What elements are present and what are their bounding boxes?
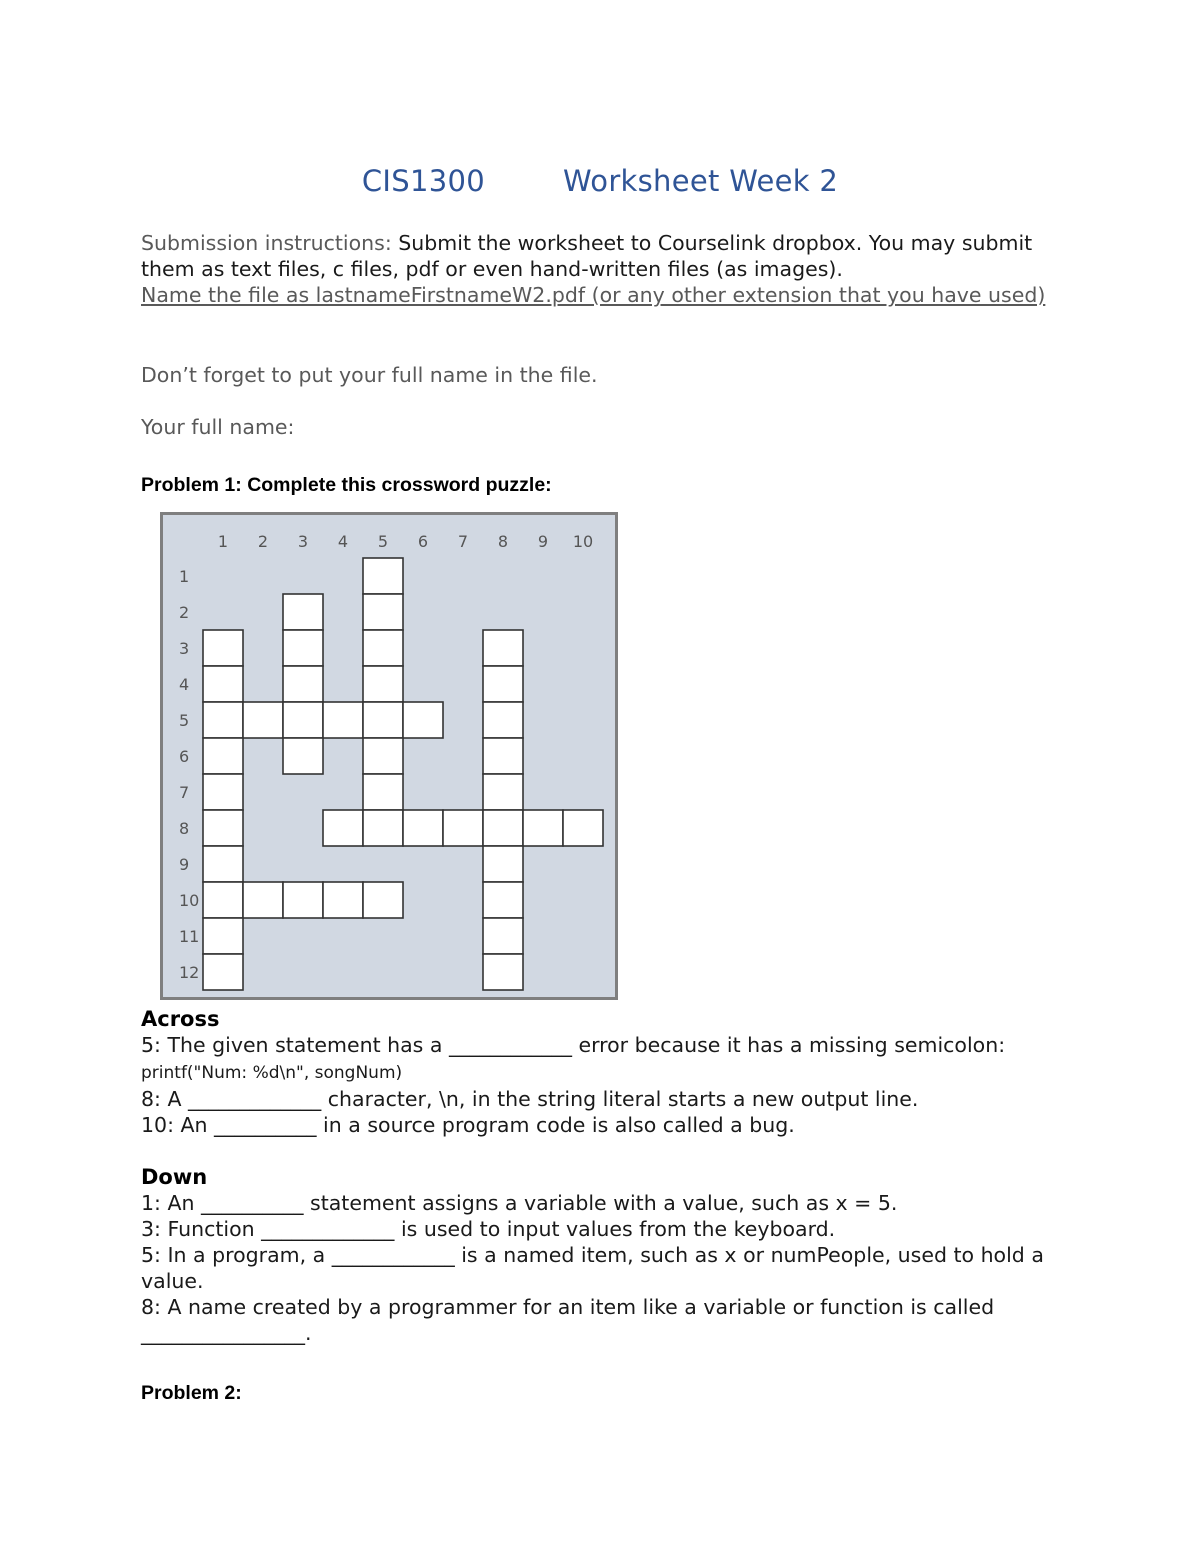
crossword-cell[interactable] [323,810,363,846]
crossword-cell[interactable] [283,666,323,702]
crossword-cell[interactable] [363,594,403,630]
crossword-cell[interactable] [363,666,403,702]
crossword-cell[interactable] [403,702,443,738]
column-label: 3 [297,532,309,551]
submission-instructions [141,230,1071,308]
crossword-cell[interactable] [203,702,243,738]
column-label: 4 [337,532,349,551]
row-label: 12 [179,963,200,982]
column-label: 1 [217,532,229,551]
crossword-cell[interactable] [203,918,243,954]
down-clue-3: 3: Function _____________ is used to input values from the keyboard. [141,1217,836,1241]
column-label: 9 [537,532,549,551]
worksheet-title: Worksheet Week 2 [563,164,839,198]
row-label: 9 [179,855,190,874]
crossword-cell[interactable] [283,594,323,630]
crossword-cell[interactable] [483,918,523,954]
crossword-cell[interactable] [483,630,523,666]
crossword-cell[interactable] [203,954,243,990]
down-clue-1: 1: An __________ statement assigns a variable with a value, such as x = 5. [141,1191,898,1215]
down-clues [141,1164,1071,1346]
crossword-cell[interactable] [483,882,523,918]
instructions-text: Submit the worksheet to Courselink dropbox. You may submit them as text files, c files, pdf or even hand-written files (as images). [141,231,1033,281]
crossword-cell[interactable] [363,810,403,846]
crossword-cell[interactable] [483,846,523,882]
crossword-cell[interactable] [203,738,243,774]
crossword-cell[interactable] [203,774,243,810]
crossword-cell[interactable] [483,774,523,810]
crossword-cell[interactable] [363,558,403,594]
code-snippet: printf("Num: %d\n", songNum) [141,1063,403,1083]
column-label: 10 [572,532,594,551]
crossword-cell[interactable] [323,882,363,918]
problem2-title: Problem 2: [141,1382,242,1404]
problem1-title: Problem 1: Complete this crossword puzzle: [141,474,552,496]
crossword-cell[interactable] [323,702,363,738]
crossword-cell[interactable] [483,702,523,738]
row-label: 7 [179,783,190,802]
name-reminder: Don’t forget to put your full name in the file. [141,363,598,387]
column-label: 6 [417,532,429,551]
row-label: 11 [179,927,200,946]
row-label: 6 [179,747,190,766]
crossword-cell[interactable] [483,666,523,702]
column-label: 2 [257,532,269,551]
document-title [0,164,1200,198]
across-heading: Across [141,1007,220,1031]
crossword-cell[interactable] [283,738,323,774]
crossword-cell[interactable] [443,810,483,846]
crossword-cell[interactable] [243,702,283,738]
crossword-puzzle [160,512,618,1000]
crossword-cell[interactable] [483,810,523,846]
crossword-cell[interactable] [483,954,523,990]
across-clue-5: 5: The given statement has a ____________ error because it has a missing semicolon: printf("Num: %d\n", songNum) [141,1033,1006,1083]
crossword-cell[interactable] [203,882,243,918]
across-clue-10: 10: An __________ in a source program code is also called a bug. [141,1113,795,1137]
crossword-cell[interactable] [483,738,523,774]
column-label: 5 [377,532,389,551]
crossword-cell[interactable] [283,882,323,918]
row-label: 5 [179,711,190,730]
crossword-cell[interactable] [283,702,323,738]
crossword-cell[interactable] [203,810,243,846]
crossword-cell[interactable] [203,630,243,666]
crossword-cell[interactable] [283,630,323,666]
row-label: 1 [179,567,190,586]
crossword-cell[interactable] [363,882,403,918]
row-label: 10 [179,891,200,910]
down-clue-8: 8: A name created by a programmer for an item like a variable or function is called ________________. [141,1295,995,1345]
down-clue-5: 5: In a program, a ____________ is a named item, such as x or numPeople, used to hold a value. [141,1243,1044,1293]
crossword-cell[interactable] [363,774,403,810]
column-label: 8 [497,532,509,551]
across-clues [141,1006,1071,1138]
row-label: 3 [179,639,190,658]
row-label: 2 [179,603,190,622]
course-code: CIS1300 [361,164,485,198]
crossword-grid [163,515,615,997]
instructions-label: Submission instructions: [141,231,392,255]
file-naming-note: Name the file as lastnameFirstnameW2.pdf (or any other extension that you have used) [141,283,1046,307]
crossword-cell[interactable] [523,810,563,846]
crossword-cell[interactable] [203,666,243,702]
crossword-cell[interactable] [363,630,403,666]
crossword-cell[interactable] [563,810,603,846]
column-label: 7 [457,532,469,551]
full-name-label: Your full name: [141,415,295,439]
crossword-cell[interactable] [403,810,443,846]
across-clue-8: 8: A _____________ character, \n, in the string literal starts a new output line. [141,1087,919,1111]
crossword-cell[interactable] [203,846,243,882]
down-heading: Down [141,1165,208,1189]
crossword-cell[interactable] [363,702,403,738]
crossword-cell[interactable] [363,738,403,774]
crossword-cell[interactable] [243,882,283,918]
row-label: 8 [179,819,190,838]
row-label: 4 [179,675,190,694]
